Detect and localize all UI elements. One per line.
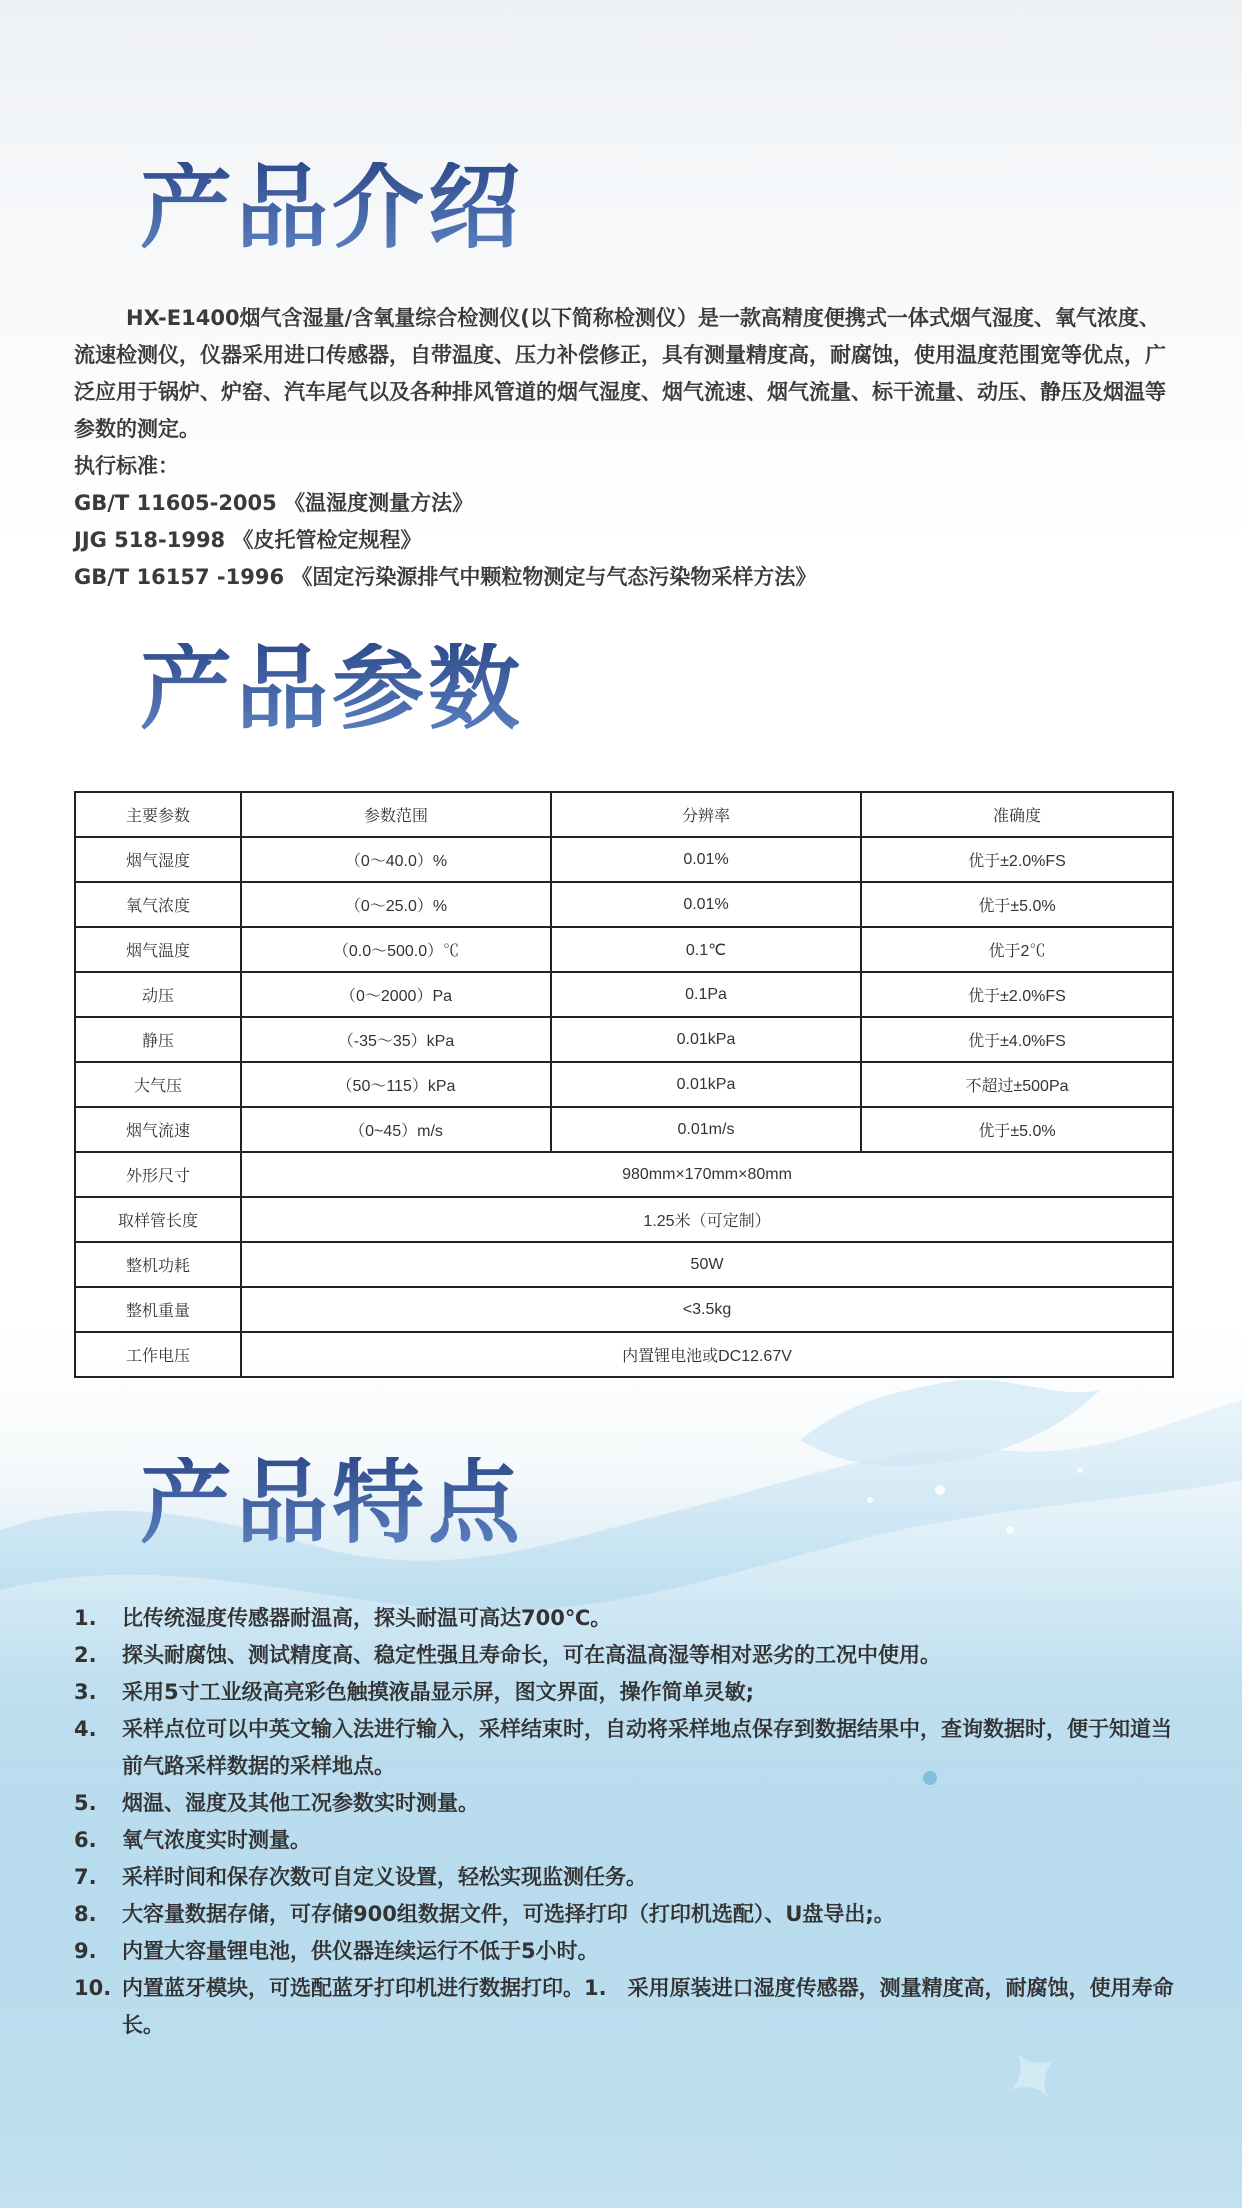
list-item [74, 1711, 1184, 1785]
table-cell: 烟气流速 [75, 1107, 241, 1152]
table-cell: 取样管长度 [75, 1197, 241, 1242]
list-text: 采样点位可以中英文输入法进行输入，采样结束时，自动将采样地点保存到数据结果中，查询数据时，便于知道当前气路采样数据的采样地点。 [122, 1717, 1172, 1778]
table-cell: 工作电压 [75, 1332, 241, 1377]
table-cell: 外形尺寸 [75, 1152, 241, 1197]
table-cell: （0～25.0）% [241, 882, 551, 927]
table-row [75, 1197, 1173, 1242]
list-number: 6. [74, 1828, 97, 1852]
params-table [74, 791, 1174, 1378]
table-cell: 优于±2.0%FS [861, 837, 1173, 882]
table-row [75, 927, 1173, 972]
table-row [75, 1062, 1173, 1107]
list-item [74, 1674, 1184, 1711]
list-item [74, 1933, 1184, 1970]
table-cell: 50W [241, 1242, 1173, 1287]
table-cell: 内置锂电池或DC12.67V [241, 1332, 1173, 1377]
table-row [75, 1152, 1173, 1197]
list-item [74, 1785, 1184, 1822]
table-cell: 优于±4.0%FS [861, 1017, 1173, 1062]
list-text: 采用5寸工业级高亮彩色触摸液晶显示屏，图文界面，操作简单灵敏; [122, 1680, 755, 1704]
list-item [74, 1822, 1184, 1859]
table-cell: 不超过±500Pa [861, 1062, 1173, 1107]
features-list [74, 1600, 1184, 2044]
table-cell: 静压 [75, 1017, 241, 1062]
table-row [75, 1242, 1173, 1287]
list-text: 内置蓝牙模块，可选配蓝牙打印机进行数据打印。1. 采用原装进口湿度传感器，测量精度高，耐腐蚀，使用寿命长。 [122, 1976, 1174, 2037]
heading-product-params: 产品参数 [140, 635, 525, 742]
table-cell: 0.01kPa [551, 1062, 861, 1107]
table-cell: 优于±5.0% [861, 882, 1173, 927]
list-item [74, 1600, 1184, 1637]
table-cell: 0.01% [551, 882, 861, 927]
table-cell: 整机重量 [75, 1287, 241, 1332]
list-number: 10. [74, 1976, 112, 2000]
list-number: 9. [74, 1939, 97, 1963]
list-text: 采样时间和保存次数可自定义设置，轻松实现监测任务。 [122, 1865, 647, 1889]
table-cell: 优于2℃ [861, 927, 1173, 972]
table-row [75, 1332, 1173, 1377]
table-cell: （0～2000）Pa [241, 972, 551, 1017]
table-cell: 大气压 [75, 1062, 241, 1107]
standard-item: GB/T 16157 -1996 《固定污染源排气中颗粒物测定与气态污染物采样方法》 [74, 565, 817, 589]
list-text: 烟温、湿度及其他工况参数实时测量。 [122, 1791, 479, 1815]
list-item [74, 1970, 1184, 2044]
list-number: 7. [74, 1865, 97, 1889]
table-cell: 整机功耗 [75, 1242, 241, 1287]
table-row [75, 972, 1173, 1017]
list-number: 3. [74, 1680, 97, 1704]
intro-section [74, 300, 1174, 596]
table-cell: 0.1Pa [551, 972, 861, 1017]
table-row [75, 1287, 1173, 1332]
table-cell: （0~45）m/s [241, 1107, 551, 1152]
table-cell: （50～115）kPa [241, 1062, 551, 1107]
intro-paragraph: HX-E1400烟气含湿量/含氧量综合检测仪(以下简称检测仪）是一款高精度便携式一体式烟气湿度、氧气浓度、流速检测仪，仪器采用进口传感器，自带温度、压力补偿修正，具有测量精度高，耐腐蚀，使用温度范围宽等优点，广泛应用于锅炉、炉窑、汽车尾气以及各种排风管道的烟气湿度、烟气流速、烟气流量、标干流量、动压、静压及烟温等参数的测定。 [74, 306, 1166, 441]
heading-product-intro: 产品介绍 [140, 154, 525, 261]
table-cell: 烟气温度 [75, 927, 241, 972]
table-cell: 0.01m/s [551, 1107, 861, 1152]
heading-product-features: 产品特点 [140, 1449, 525, 1556]
list-text: 比传统湿度传感器耐温高，探头耐温可高达700℃。 [122, 1606, 612, 1630]
standards-label: 执行标准： [74, 454, 179, 478]
table-cell: 氧气浓度 [75, 882, 241, 927]
table-row [75, 882, 1173, 927]
table-row [75, 837, 1173, 882]
list-text: 探头耐腐蚀、测试精度高、稳定性强且寿命长，可在高温高湿等相对恶劣的工况中使用。 [122, 1643, 941, 1667]
table-cell: （-35～35）kPa [241, 1017, 551, 1062]
table-cell: 0.01% [551, 837, 861, 882]
table-cell: （0～40.0）% [241, 837, 551, 882]
table-row [75, 1107, 1173, 1152]
list-text: 氧气浓度实时测量。 [122, 1828, 311, 1852]
table-cell: 0.01kPa [551, 1017, 861, 1062]
list-item [74, 1896, 1184, 1933]
table-header-cell: 主要参数 [75, 792, 241, 837]
list-number: 4. [74, 1717, 97, 1741]
list-number: 1. [74, 1606, 97, 1630]
table-cell: 烟气湿度 [75, 837, 241, 882]
table-cell: 0.1℃ [551, 927, 861, 972]
list-item [74, 1637, 1184, 1674]
table-cell: 动压 [75, 972, 241, 1017]
list-number: 5. [74, 1791, 97, 1815]
standard-item: JJG 518-1998 《皮托管检定规程》 [74, 528, 422, 552]
table-cell: 980mm×170mm×80mm [241, 1152, 1173, 1197]
table-header-cell: 分辨率 [551, 792, 861, 837]
list-number: 8. [74, 1902, 97, 1926]
list-number: 2. [74, 1643, 97, 1667]
list-text: 大容量数据存储，可存储900组数据文件，可选择打印（打印机选配）、U盘导出;。 [122, 1902, 895, 1926]
standard-item: GB/T 11605-2005 《温湿度测量方法》 [74, 491, 474, 515]
table-header-row [75, 792, 1173, 837]
table-cell: 优于±5.0% [861, 1107, 1173, 1152]
table-header-cell: 参数范围 [241, 792, 551, 837]
table-cell: 优于±2.0%FS [861, 972, 1173, 1017]
table-header-cell: 准确度 [861, 792, 1173, 837]
table-cell: <3.5kg [241, 1287, 1173, 1332]
watermark-decoration: ✦ [979, 2019, 1088, 2134]
list-text: 内置大容量锂电池，供仪器连续运行不低于5小时。 [122, 1939, 599, 1963]
table-row [75, 1017, 1173, 1062]
list-item [74, 1859, 1184, 1896]
table-cell: （0.0～500.0）℃ [241, 927, 551, 972]
table-cell: 1.25米（可定制） [241, 1197, 1173, 1242]
